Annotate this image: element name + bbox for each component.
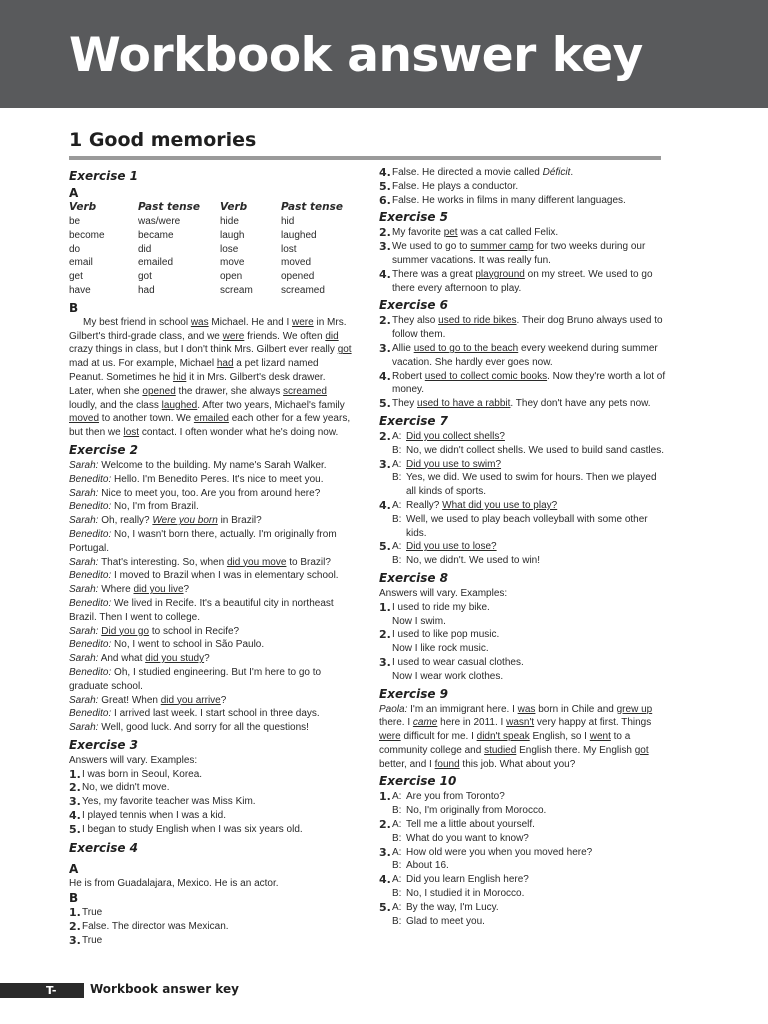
exercise-10-list: [379, 790, 667, 928]
table-cell: hid: [281, 216, 295, 227]
item-text: [392, 194, 667, 208]
item-number: 4.: [379, 873, 391, 887]
item-line: Now I like rock music.: [392, 643, 489, 655]
item-line: I used to wear casual clothes.: [392, 656, 524, 668]
item-number: 1.: [379, 790, 391, 804]
table-cell: lose: [220, 243, 239, 255]
exercise-4-list: [69, 906, 353, 947]
item-text: Yes, my favorite teacher was Miss Kim.: [82, 796, 256, 808]
item-number: 4.: [69, 809, 81, 823]
list-item: 5. They used to have a rabbit. They don't have any pets now.: [379, 397, 651, 411]
item-text: [392, 790, 667, 818]
speaker-text: About 16.: [406, 860, 449, 872]
exercise-1-heading: Exercise 1: [69, 169, 139, 183]
speaker-a-line: [392, 846, 667, 860]
exercise-3-intro: Answers will vary. Examples:: [69, 754, 198, 766]
speaker-label: B:: [392, 915, 402, 927]
item-text: False. The director was Mexican.: [82, 921, 229, 933]
unit-title: 1 Good memories: [69, 129, 257, 151]
table-header: Verb: [220, 201, 248, 214]
exercise-8-intro: Answers will vary. Examples:: [379, 587, 508, 599]
list-item: [69, 823, 353, 837]
table-row: [69, 229, 351, 243]
list-item: [379, 180, 667, 194]
list-item: 2. A: Did you collect shells? B: No, we didn't collect shells. We used to build sand castles.: [379, 429, 664, 456]
exercise-3-heading: Exercise 3: [69, 737, 139, 752]
exercise-9-heading: Exercise 9: [379, 686, 449, 701]
item-number: 1.: [69, 767, 81, 781]
item-number: 2.: [379, 628, 391, 642]
table-header: Past tense: [281, 201, 344, 214]
table-cell: become: [69, 229, 105, 241]
table-cell: get: [69, 271, 83, 283]
item-number: 3.: [69, 934, 81, 948]
table-row: [69, 284, 351, 298]
exercise-10-heading: Exercise 10: [379, 774, 457, 789]
page-title: Workbook answer key: [69, 28, 643, 83]
item-line: Now I wear work clothes.: [392, 670, 504, 682]
speaker-text: What do you want to know?: [406, 832, 529, 844]
exercise-4-part-a: A: [69, 861, 79, 876]
speaker-label: B:: [392, 888, 402, 900]
list-item: [69, 781, 353, 795]
table-cell: hide: [220, 216, 239, 227]
item-text: True: [82, 935, 103, 947]
exercise-9-paragraph: Paola: I'm an immigrant here. I was born in Chile and grew up there. I came here in 2011. I wasn't very happy at first. Things were difficult for me. I didn't speak English, so I went to a community college and studied English there. My English got better, and I found this job. What about you?: [379, 703, 653, 770]
item-number: 5.: [69, 822, 81, 836]
list-item: [379, 656, 667, 684]
item-line: I used to like pop music.: [392, 629, 500, 641]
exercise-6-heading: Exercise 6: [379, 298, 449, 313]
exercise-4-list-continued: [379, 166, 667, 207]
table-cell: emailed: [138, 257, 174, 269]
list-item: [379, 846, 667, 874]
list-item: 4. There was a great playground on my street. We used to go there every afternoon to play.: [379, 267, 653, 294]
speaker-label: A:: [392, 901, 402, 913]
item-number: 3.: [379, 655, 391, 669]
list-item: [69, 795, 353, 809]
list-item: [69, 934, 353, 948]
speaker-b-line: [392, 915, 667, 929]
right-column: [379, 166, 667, 928]
list-item: [379, 601, 667, 629]
item-number: 3.: [69, 795, 81, 809]
speaker-b-line: [392, 832, 667, 846]
item-number: 6.: [379, 193, 391, 207]
item-text: [392, 656, 667, 684]
unit-title-rule: [69, 156, 661, 160]
table-row: [69, 215, 351, 229]
speaker-label: A:: [392, 874, 402, 886]
speaker-text: How old were you when you moved here?: [406, 846, 593, 858]
table-cell: moved: [281, 257, 312, 269]
table-cell: be: [69, 216, 81, 227]
header-banner: [0, 0, 768, 108]
table-cell: open: [220, 271, 243, 283]
item-number: 4.: [379, 166, 391, 179]
exercise-4-a-text: He is from Guadalajara, Mexico. He is an actor.: [69, 877, 279, 889]
table-cell: laughed: [281, 229, 317, 241]
table-cell: laugh: [220, 229, 245, 241]
speaker-text: By the way, I'm Lucy.: [406, 901, 499, 913]
exercise-8-list: [379, 601, 667, 684]
exercise-5-heading: Exercise 5: [379, 210, 449, 225]
item-text: [392, 901, 667, 929]
item-line: Now I swim.: [392, 615, 446, 627]
list-item: 3. Allie used to go to the beach every weekend during summer vacation. She hardly ever goes now.: [379, 341, 658, 368]
item-text: I played tennis when I was a kid.: [82, 810, 226, 822]
list-item: 5. A: Did you use to lose? B: No, we didn't. We used to win!: [379, 540, 541, 567]
list-item: [69, 906, 353, 920]
list-item: [379, 628, 667, 656]
exercise-7-heading: Exercise 7: [379, 413, 449, 428]
item-number: 2.: [69, 920, 81, 934]
page-number-tab: [0, 983, 84, 998]
exercise-1-paragraph: My best friend in school was Michael. He and I were in Mrs. Gilbert's third-grade class, and we were friends. We often did crazy things in class, but I don't think Mrs. Gilbert ever really got mad at us. For example, Michael had a pet lizard named Peanut. Sometimes he hid it in Mrs. Gilbert's desk drawer. Later, when she opened the drawer, she always screamed loudly, and the class laughed. After two years, Michael's family moved to another town. We emailed each other for a few years, but then we lost contact. I often wonder what he's doing now.: [69, 316, 352, 439]
item-number: 5.: [379, 179, 391, 193]
item-text-main: False. He plays a conductor.: [392, 180, 519, 192]
list-item: 2. They also used to ride bikes. Their dog Bruno always used to follow them.: [379, 314, 663, 341]
exercise-2-heading: Exercise 2: [69, 442, 139, 457]
exercise-8-heading: Exercise 8: [379, 570, 449, 585]
list-item: 2. My favorite pet was a cat called Felix.: [379, 226, 559, 240]
list-item: [379, 166, 667, 180]
speaker-b-line: [392, 804, 667, 818]
list-item: [379, 818, 667, 846]
item-text: I began to study English when I was six years old.: [82, 823, 303, 835]
left-column: [69, 166, 353, 948]
speaker-b-line: [392, 887, 667, 901]
speaker-a-line: [392, 790, 667, 804]
speaker-text: No, I'm originally from Morocco.: [406, 805, 547, 817]
exercise-1-part-a: A: [69, 186, 79, 200]
table-cell: have: [69, 284, 91, 296]
item-number: 2.: [69, 781, 81, 795]
item-text-main: False. He directed a movie called: [392, 167, 543, 178]
speaker-text: Did you learn English here?: [406, 874, 529, 886]
item-text: [392, 166, 667, 180]
speaker-label: A:: [392, 846, 402, 858]
table-cell: email: [69, 257, 93, 269]
speaker-label: B:: [392, 860, 402, 872]
exercise-4-part-b: B: [69, 891, 79, 906]
table-row: [69, 270, 351, 284]
item-text: [392, 846, 667, 874]
speaker-text: Glad to meet you.: [406, 915, 485, 927]
item-text-main: False. He works in films in many different languages.: [392, 194, 626, 206]
table-header: Verb: [69, 201, 97, 214]
page-number: T-184: [46, 984, 69, 1010]
item-number: 2.: [379, 818, 391, 832]
table-cell: had: [138, 284, 155, 296]
table-cell: did: [138, 243, 152, 255]
speaker-label: B:: [392, 805, 402, 817]
item-text: [392, 873, 667, 901]
speaker-a-line: [392, 873, 667, 887]
table-cell: got: [138, 271, 152, 283]
table-header: Past tense: [138, 201, 201, 214]
item-number: 3.: [379, 845, 391, 859]
item-text: I was born in Seoul, Korea.: [82, 768, 203, 780]
list-item: 3. A: Did you use to swim? B: Yes, we did. We used to swim for hours. Then we played all kinds of sports.: [379, 457, 657, 498]
speaker-text: Are you from Toronto?: [406, 791, 505, 803]
item-number: 1.: [379, 600, 391, 614]
list-item: [69, 920, 353, 934]
list-item: 3. We used to go to summer camp for two weeks during our summer vacations. It was really fun.: [379, 240, 646, 266]
table-row: [69, 256, 351, 270]
list-item: [379, 901, 667, 929]
exercise-1-part-b: B: [69, 300, 79, 315]
item-text: [392, 180, 667, 194]
table-cell: became: [138, 229, 174, 241]
item-text: [392, 628, 667, 656]
item-text: [392, 601, 667, 629]
list-item: 4. Robert used to collect comic books. Now they're worth a lot of money.: [379, 369, 666, 396]
table-cell: move: [220, 257, 245, 269]
item-text: No, we didn't move.: [82, 782, 170, 794]
list-item: [379, 194, 667, 208]
table-row: [69, 243, 351, 257]
speaker-b-line: [392, 859, 667, 873]
list-item: [379, 873, 667, 901]
list-item: [69, 768, 353, 782]
item-text: True: [82, 907, 103, 919]
speaker-a-line: [392, 818, 667, 832]
footer-title: Workbook answer key: [90, 982, 239, 996]
speaker-label: A:: [392, 791, 402, 803]
exercise-2-dialogue: Sarah: Welcome to the building. My name's Sarah Walker. Benedito: Hello. I'm Benedito Peres. It's nice to meet you. Sarah: Nice to meet you, too. Are you from around here? Benedito: No, I'm from Brazil. Sarah: Oh, really? Were you born in Brazil? Benedito: No, I wasn't born there, actually. I'm originally from Portugal. Sarah: That's interesting. So, when did you move to Brazil? Benedito: I moved to Brazil when I was in elementary school. Sarah: Where did you live? Benedito: We lived in Recife. It's a beautiful city in northeast Brazil. Then I went to college. Sarah: Did you go to school in Recife? Benedito: No, I went to school in São Paulo. Sarah: And what did you study? Benedito: Oh, I studied engineering. But I'm here to go to graduate school. Sarah: Great! When did you arrive? Benedito: I arrived last week. I start school in three days. Sarah: Well, good luck. And sorry for all the questions!: [69, 459, 339, 734]
list-item: 4. A: Really? What did you use to play? B: Well, we used to play beach volleyball with some other kids.: [379, 498, 648, 539]
speaker-text: Tell me a little about yourself.: [406, 819, 535, 831]
item-line: I used to ride my bike.: [392, 601, 490, 613]
table-cell: scream: [220, 284, 253, 296]
list-item: [379, 790, 667, 818]
table-cell: screamed: [281, 284, 325, 296]
speaker-text: No, I studied it in Morocco.: [406, 888, 525, 900]
speaker-label: A:: [392, 819, 402, 831]
table-cell: opened: [281, 271, 315, 283]
table-cell: do: [69, 243, 81, 255]
exercise-3-list: [69, 768, 353, 837]
speaker-label: B:: [392, 832, 402, 844]
table-cell: lost: [281, 243, 297, 255]
speaker-a-line: [392, 901, 667, 915]
verb-table: [69, 201, 351, 298]
item-number: 5.: [379, 900, 391, 914]
table-cell: was/were: [138, 216, 181, 227]
item-text-end: .: [570, 167, 574, 178]
item-number: 1.: [69, 906, 81, 920]
exercise-4-heading: Exercise 4: [69, 840, 139, 855]
list-item: [69, 809, 353, 823]
item-text-italic: Déficit: [542, 167, 571, 178]
item-text: [392, 818, 667, 846]
